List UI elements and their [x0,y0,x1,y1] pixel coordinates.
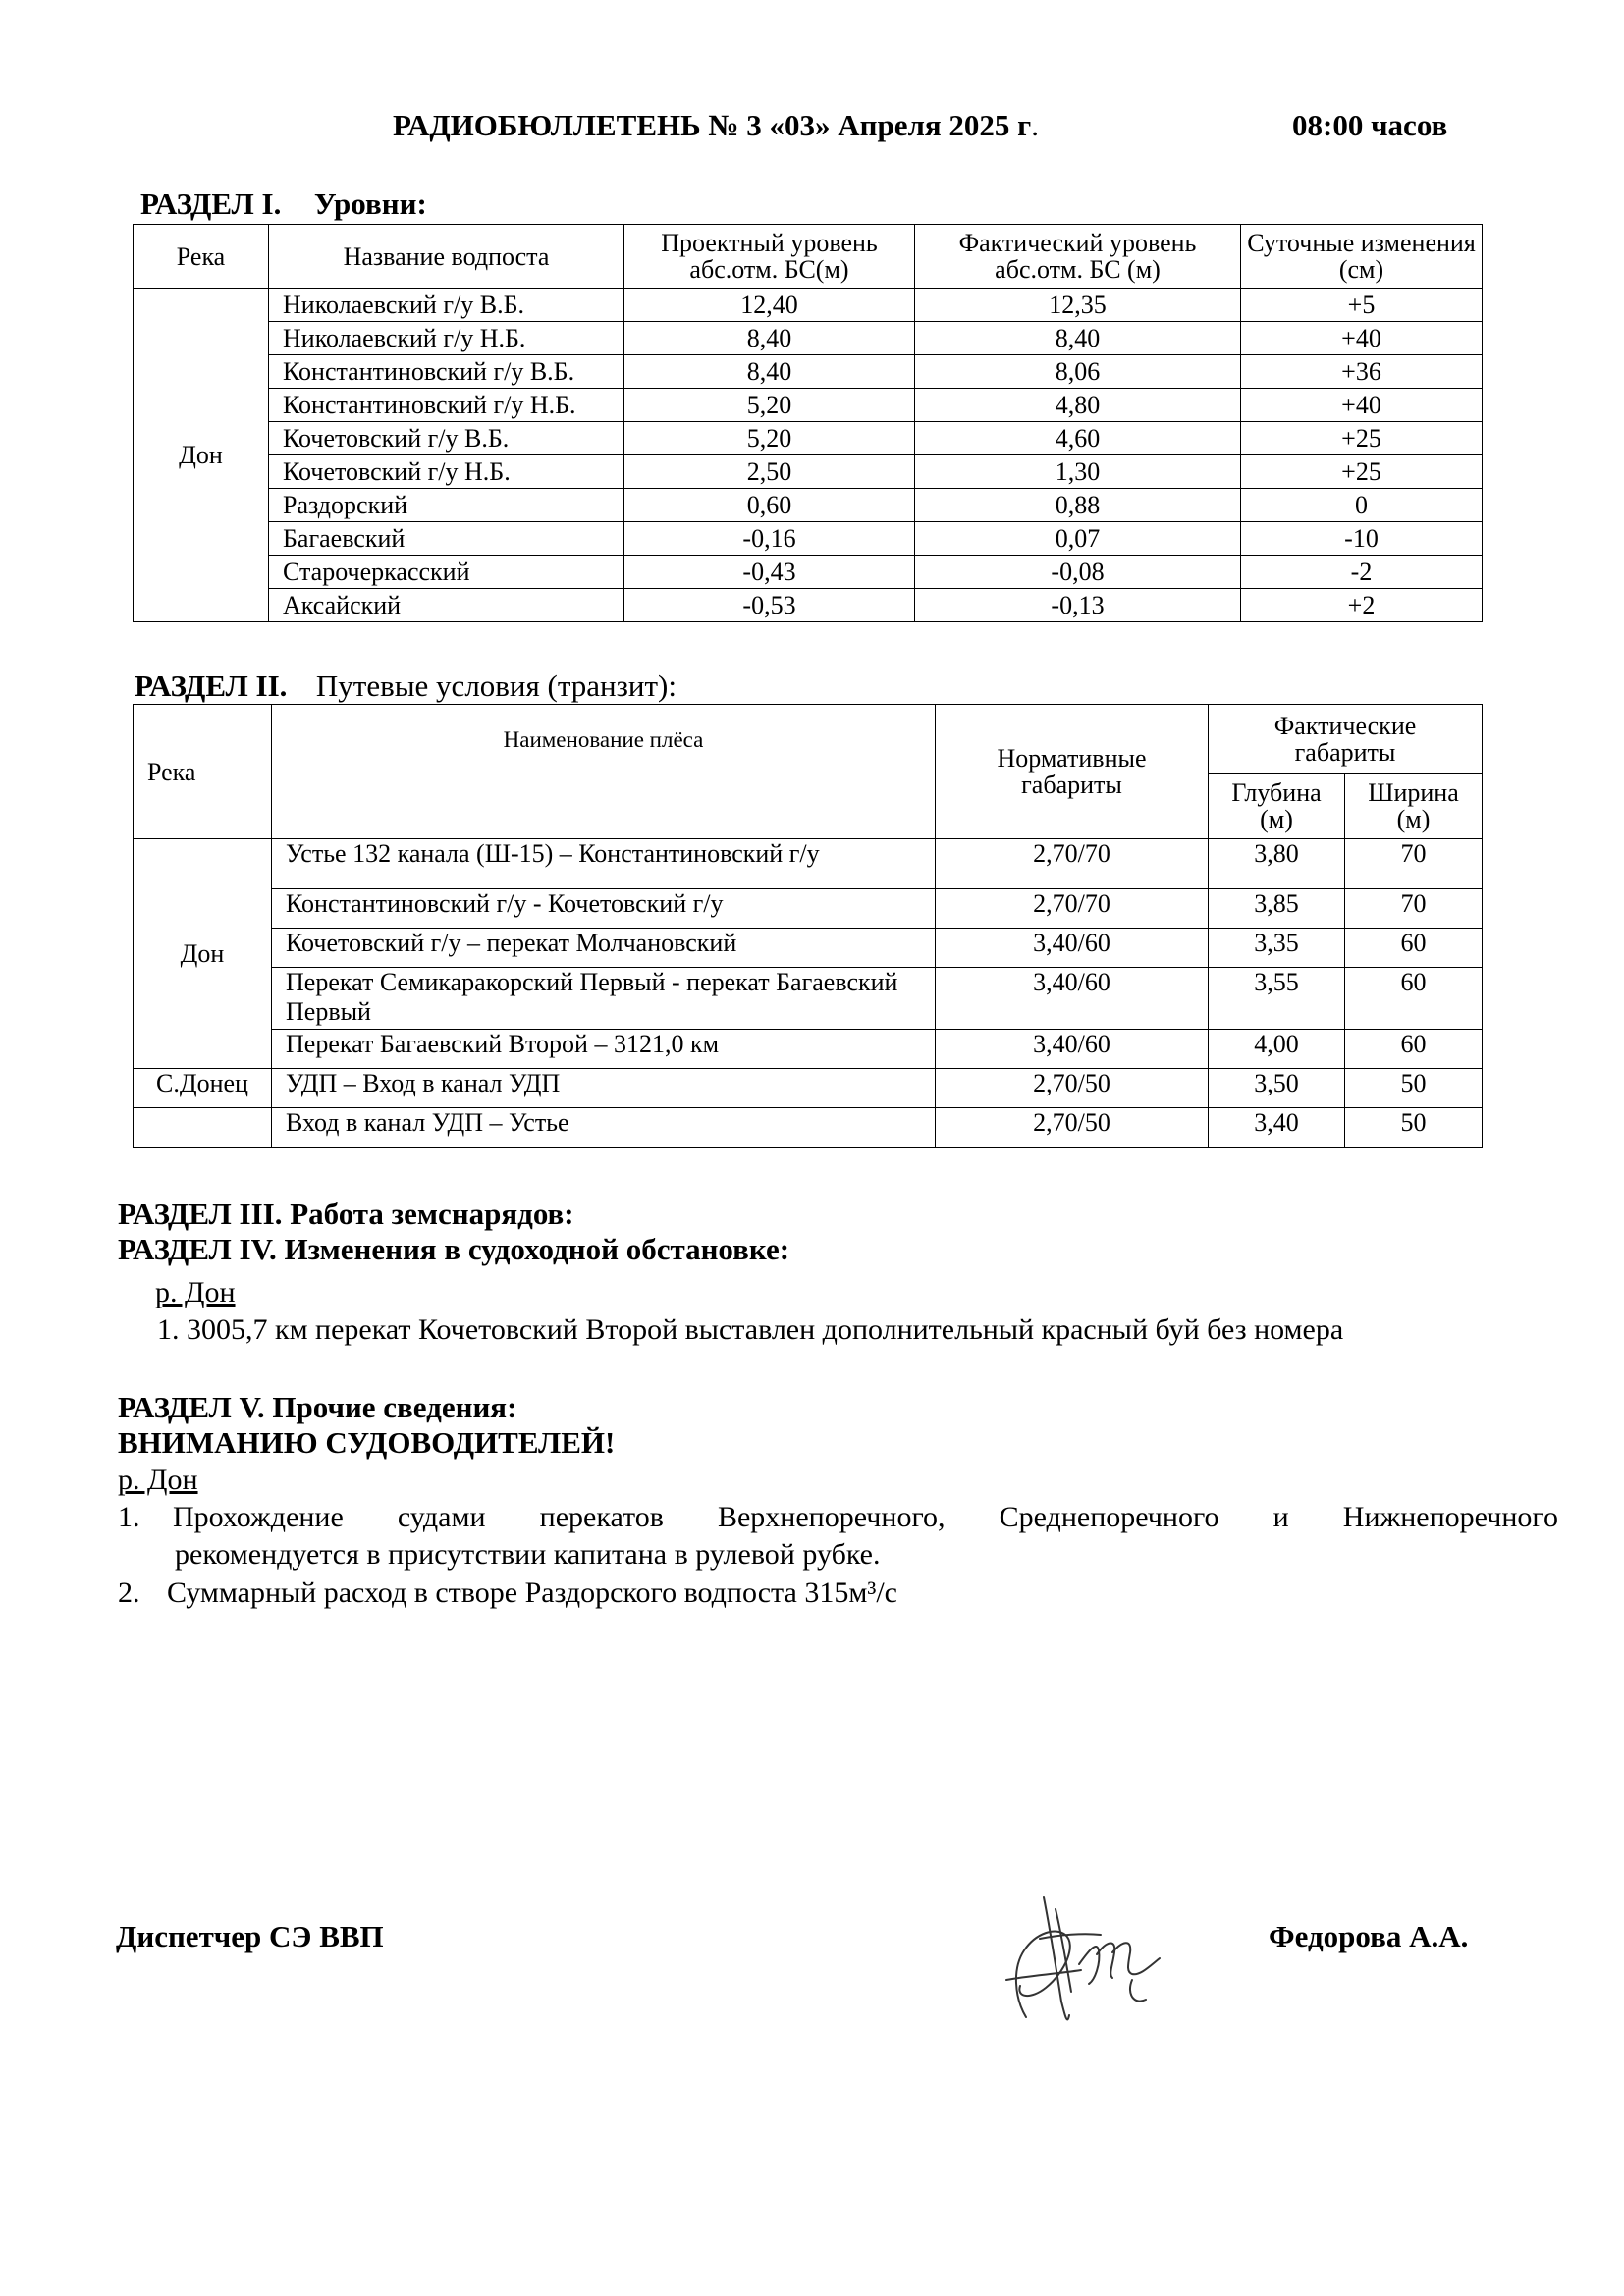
levels-change-value: 0 [1241,489,1483,522]
levels-station-name: Константиновский г/у В.Б. [269,355,624,389]
levels-col-change: Суточные изменения (см) [1241,225,1483,289]
levels-actual-value: 8,40 [915,322,1241,355]
transit-row [134,1108,1483,1148]
transit-row [134,839,1483,889]
section5-item1-word: Среднепоречного [999,1501,1219,1533]
transit-reach-name: Перекат Семикаракорский Первый - перекат Багаевский Первый [272,968,936,1030]
transit-width-value: 50 [1345,1108,1483,1148]
levels-design-value: 0,60 [624,489,915,522]
levels-row [134,422,1483,455]
levels-change-value: -2 [1241,556,1483,589]
levels-actual-value: 12,35 [915,289,1241,322]
transit-width-value: 60 [1345,1030,1483,1069]
transit-norm-value: 2,70/50 [936,1069,1209,1108]
levels-table-body [134,289,1483,622]
dispatcher-position: Диспетчер СЭ ВВП [116,1919,384,1953]
handwritten-signature [987,1870,1183,2032]
bulletin-title: РАДИОБЮЛЛЕТЕНЬ № 3 «03» Апреля 2025 г. [393,108,1039,142]
section5-item1-line1 [173,1501,1558,1534]
levels-actual-value: -0,08 [915,556,1241,589]
transit-row [134,929,1483,968]
levels-change-value: -10 [1241,522,1483,556]
section5-item1-word: перекатов [539,1501,664,1533]
section3-heading: РАЗДЕЛ III. Работа земснарядов: [118,1197,574,1231]
transit-river-cell: С.Донец [134,1069,272,1108]
levels-col-river: Река [134,225,269,289]
section5-item1-word: Прохождение [173,1501,344,1533]
levels-row [134,589,1483,622]
transit-reach-name: Перекат Багаевский Второй – 3121,0 км [272,1030,936,1069]
transit-depth-value: 3,50 [1209,1069,1345,1108]
levels-design-value: 5,20 [624,389,915,422]
section4-item-1: 1. 3005,7 км перекат Кочетовский Второй выставлен дополнительный красный буй без номера [157,1313,1344,1346]
section5-river: р. Дон [118,1464,198,1496]
levels-row [134,389,1483,422]
section2-heading: РАЗДЕЛ II. Путевые условия (транзит): [135,668,677,703]
levels-design-value: 8,40 [624,322,915,355]
levels-actual-value: 8,06 [915,355,1241,389]
transit-norm-value: 3,40/60 [936,929,1209,968]
transit-row [134,1030,1483,1069]
section5-heading: РАЗДЕЛ V. Прочие сведения: [118,1390,517,1424]
levels-actual-value: 4,60 [915,422,1241,455]
levels-actual-value: -0,13 [915,589,1241,622]
transit-table [133,704,1483,1148]
levels-row [134,322,1483,355]
transit-reach-name: Константиновский г/у - Кочетовский г/у [272,889,936,929]
transit-col-river: Река [134,705,272,839]
transit-depth-value: 3,55 [1209,968,1345,1030]
levels-row [134,355,1483,389]
levels-design-value: 8,40 [624,355,915,389]
levels-change-value: +25 [1241,455,1483,489]
levels-actual-value: 0,07 [915,522,1241,556]
section5-item2: Суммарный расход в створе Раздорского водпоста 315м³/с [167,1576,897,1609]
levels-design-value: 2,50 [624,455,915,489]
signer-name: Федорова А.А. [1269,1919,1469,1953]
transit-table-body [134,839,1483,1148]
attention-heading: ВНИМАНИЮ СУДОВОДИТЕЛЕЙ! [118,1425,616,1460]
transit-col-depth: Глубина (м) [1209,774,1345,839]
levels-station-name: Николаевский г/у В.Б. [269,289,624,322]
levels-design-value: 5,20 [624,422,915,455]
transit-reach-name: Вход в канал УДП – Устье [272,1108,936,1148]
levels-station-name: Аксайский [269,589,624,622]
transit-reach-name: Устье 132 канала (Ш-15) – Константиновский г/у [272,839,936,889]
levels-col-station: Название водпоста [269,225,624,289]
levels-change-value: +40 [1241,389,1483,422]
section5-item1-word: Верхнепоречного, [717,1501,946,1533]
transit-row [134,889,1483,929]
transit-norm-value: 2,70/70 [936,889,1209,929]
levels-actual-value: 1,30 [915,455,1241,489]
levels-change-value: +2 [1241,589,1483,622]
section4-heading: РАЗДЕЛ IV. Изменения в судоходной обстановке: [118,1232,790,1266]
transit-col-actual: Фактические габариты [1209,705,1483,774]
bulletin-time: 08:00 часов [1292,108,1448,142]
transit-width-value: 70 [1345,889,1483,929]
transit-river-cell: Дон [134,839,272,1069]
transit-norm-value: 3,40/60 [936,968,1209,1030]
section5-item1-number: 1. [118,1501,140,1533]
levels-station-name: Кочетовский г/у Н.Б. [269,455,624,489]
levels-station-name: Багаевский [269,522,624,556]
transit-norm-value: 2,70/50 [936,1108,1209,1148]
transit-width-value: 70 [1345,839,1483,889]
section5-item1-word: Нижнепоречного [1342,1501,1558,1533]
levels-col-design: Проектный уровень абс.отм. БС(м) [624,225,915,289]
transit-depth-value: 3,40 [1209,1108,1345,1148]
levels-row [134,556,1483,589]
transit-depth-value: 3,35 [1209,929,1345,968]
levels-change-value: +36 [1241,355,1483,389]
transit-col-norm: Нормативные габариты [936,705,1209,839]
levels-row [134,455,1483,489]
levels-station-name: Раздорский [269,489,624,522]
levels-station-name: Константиновский г/у Н.Б. [269,389,624,422]
transit-row [134,1069,1483,1108]
transit-depth-value: 4,00 [1209,1030,1345,1069]
section4-river: р. Дон [155,1276,236,1308]
section5-item1-line2: рекомендуется в присутствии капитана в рулевой рубке. [175,1538,881,1571]
levels-row [134,522,1483,556]
transit-depth-value: 3,80 [1209,839,1345,889]
transit-col-reach: Наименование плёса [272,705,936,839]
transit-row [134,968,1483,1030]
transit-norm-value: 2,70/70 [936,839,1209,889]
levels-design-value: -0,16 [624,522,915,556]
transit-reach-name: Кочетовский г/у – перекат Молчановский [272,929,936,968]
transit-col-width: Ширина (м) [1345,774,1483,839]
levels-row [134,289,1483,322]
levels-design-value: -0,43 [624,556,915,589]
transit-width-value: 60 [1345,929,1483,968]
transit-reach-name: УДП – Вход в канал УДП [272,1069,936,1108]
levels-row [134,489,1483,522]
levels-station-name: Старочеркасский [269,556,624,589]
transit-river-cell-empty [134,1108,272,1148]
section5-item1-word: и [1272,1501,1289,1533]
levels-change-value: +5 [1241,289,1483,322]
section5-item2-number: 2. [118,1576,140,1609]
levels-change-value: +25 [1241,422,1483,455]
levels-design-value: 12,40 [624,289,915,322]
levels-station-name: Кочетовский г/у В.Б. [269,422,624,455]
transit-width-value: 50 [1345,1069,1483,1108]
levels-table [133,224,1483,622]
levels-design-value: -0,53 [624,589,915,622]
transit-width-value: 60 [1345,968,1483,1030]
transit-depth-value: 3,85 [1209,889,1345,929]
transit-norm-value: 3,40/60 [936,1030,1209,1069]
levels-actual-value: 0,88 [915,489,1241,522]
levels-river-cell: Дон [134,289,269,622]
section5-item1-word: судами [397,1501,486,1533]
section1-heading: РАЗДЕЛ I. Уровни: [140,187,427,221]
levels-col-actual: Фактический уровень абс.отм. БС (м) [915,225,1241,289]
levels-station-name: Николаевский г/у Н.Б. [269,322,624,355]
levels-change-value: +40 [1241,322,1483,355]
levels-actual-value: 4,80 [915,389,1241,422]
